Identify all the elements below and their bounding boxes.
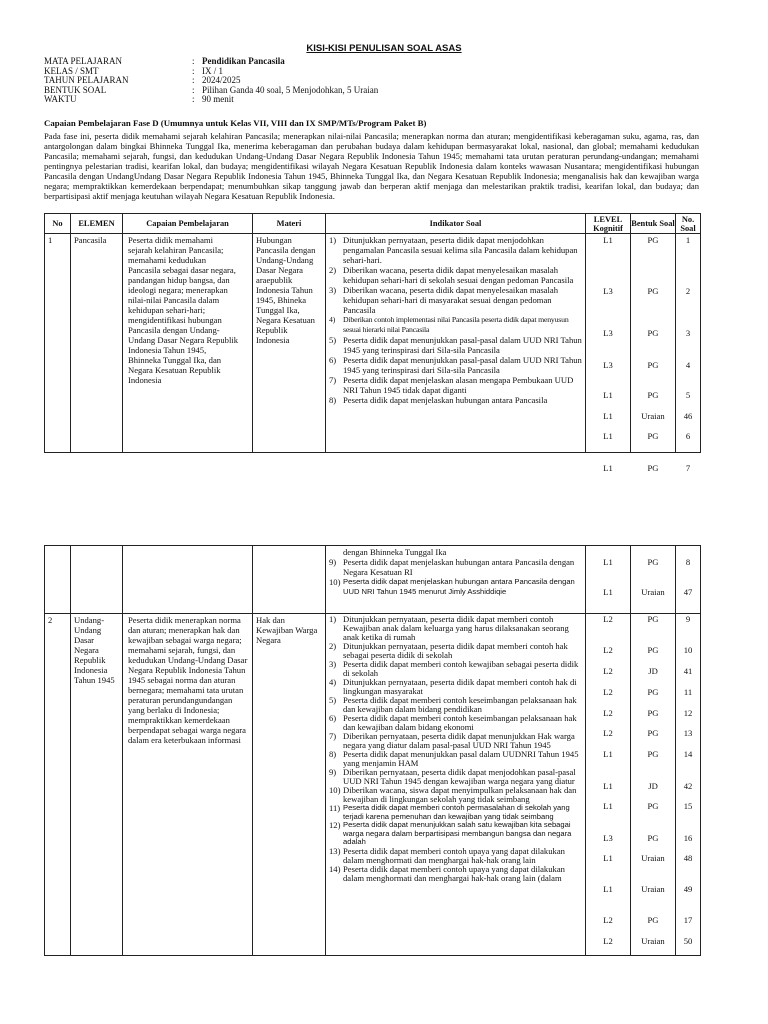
kisi-kisi-table-page-2	[44, 545, 701, 956]
indicator-number: 1)	[329, 235, 337, 245]
bentuk-value: Uraian	[641, 411, 665, 421]
indicator-number	[329, 547, 343, 557]
meta-label: KELAS / SMT	[44, 65, 99, 76]
meta-colon: :	[192, 84, 195, 95]
table-header-row	[45, 214, 701, 234]
level-value: L3	[603, 286, 613, 296]
indicator-text: Peserta didik dapat memberi contoh kewajiban sebagai peserta didik di sekolah	[343, 659, 579, 678]
indicator-number: 11)	[329, 803, 341, 813]
indicator-text: Ditunjukkan pernyataan, peserta didik dapat memberi contoh hak di lingkungan masyarakat	[343, 677, 577, 696]
meta-colon: :	[192, 75, 195, 86]
level-value: L2	[603, 708, 613, 718]
meta-value: IX / 1	[202, 65, 223, 76]
meta-label: MATA PELAJARAN	[44, 56, 123, 66]
header-materi: Materi	[253, 214, 326, 234]
nosoal-value: 4	[685, 360, 691, 370]
row-elemen: Undang-Undang Dasar Negara Republik Indonesia Tahun 1945	[71, 614, 123, 956]
list-item	[329, 768, 582, 786]
indicator-text: Diberikan contoh implementasi nilai Pancasila peserta didik dapat menyusun sesuai hierarki nilai Pancasila	[343, 315, 569, 334]
table-row	[45, 546, 701, 614]
row-bentuk	[631, 234, 676, 473]
bentuk-value: Uraian	[641, 936, 665, 946]
indicator-number: 10)	[329, 785, 341, 795]
row-no-soal	[676, 546, 701, 614]
nosoal-value: 48	[683, 853, 693, 863]
nosoal-value: 47	[683, 587, 693, 597]
bentuk-value: Uraian	[641, 587, 665, 597]
list-item	[329, 678, 582, 696]
level-value: L1	[603, 884, 613, 894]
row-no	[45, 546, 71, 614]
indicator-text: Peserta didik dapat memberi contoh keseimbangan pelaksanaan hak dan kewajiban dalam bidang ekonomi	[343, 713, 577, 732]
level-value: L2	[603, 915, 613, 925]
indicator-number: 9)	[329, 557, 337, 567]
row-bentuk	[631, 614, 676, 956]
indicator-number: 13)	[329, 845, 341, 856]
nosoal-value: 12	[683, 708, 693, 718]
list-item	[329, 265, 582, 285]
indicator-text: Diberikan pernyataan, peserta didik dapat menjodohkan pasal-pasal UUD NRI Tahun 1945 dengan kewajiban warga negara yang diatur	[343, 767, 576, 786]
list-item	[329, 821, 582, 847]
indicator-text: Peserta didik dapat menunjukkan pasal-pasal dalam UUD NRI Tahun 1945 yang terinspirasi dari Sila-sila Pancasila	[343, 355, 582, 375]
bentuk-value: PG	[647, 614, 659, 624]
bentuk-value: PG	[647, 915, 659, 925]
nosoal-value: 17	[683, 915, 693, 925]
list-item	[329, 335, 582, 355]
level-value: L2	[603, 614, 613, 624]
bentuk-value: JD	[648, 666, 658, 676]
row-no-soal	[676, 614, 701, 956]
list-item	[329, 847, 582, 865]
list-item	[329, 750, 582, 768]
nosoal-value: 41	[683, 666, 693, 676]
nosoal-value: 15	[683, 801, 693, 811]
indicator-number: 2)	[329, 265, 337, 275]
list-item	[329, 355, 582, 375]
indicator-text: dengan Bhinneka Tunggal Ika	[343, 547, 447, 557]
indicator-text: Diberikan wacana, peserta didik dapat menyelesaikan masalah kehidupan sehari-hari di masyarakat sesuai dengan pedoman Pancasila	[343, 285, 558, 315]
indicator-number: 3)	[329, 659, 337, 669]
bentuk-value: PG	[647, 431, 659, 441]
list-item	[329, 732, 582, 750]
list-item	[329, 285, 582, 315]
nosoal-value: 2	[685, 286, 691, 296]
list-item	[329, 375, 582, 395]
row-elemen	[71, 546, 123, 614]
row-bentuk	[631, 546, 676, 614]
table-row	[45, 234, 701, 453]
indicator-number: 3)	[329, 285, 337, 295]
list-item	[329, 315, 582, 335]
level-value: L1	[603, 411, 613, 421]
indicator-number: 7)	[329, 731, 337, 741]
nosoal-value: 14	[683, 749, 693, 759]
bentuk-value: PG	[647, 235, 659, 245]
table-row	[45, 614, 701, 956]
row-indikator	[326, 614, 586, 956]
level-value: L2	[603, 687, 613, 697]
indicator-text: Ditunjukkan pernyataan, peserta didik dapat memberi contoh Kewajiban anak dalam keluarga yang harus dilaksanakan seorang anak ketika di rumah	[343, 614, 569, 642]
indicator-number: 12)	[329, 820, 341, 831]
meta-colon: :	[192, 94, 195, 105]
nosoal-value: 5	[685, 390, 691, 400]
indicator-text: Ditunjukkan pernyataan, peserta didik dapat memberi contoh hak sebagai peserta didik di sekolah	[343, 641, 568, 660]
header-elemen: ELEMEN	[71, 214, 123, 234]
bentuk-value: PG	[647, 557, 659, 567]
row-no: 2	[45, 614, 71, 956]
indicator-list	[329, 235, 582, 405]
nosoal-value: 49	[683, 884, 693, 894]
list-item	[329, 642, 582, 660]
list-item	[329, 714, 582, 732]
row-indikator	[326, 546, 586, 614]
indicator-text: Peserta didik dapat menjelaskan hubungan antara Pancasila dengan UUD NRI Tahun 1945 menurut Jimly Asshiddiqie	[343, 577, 575, 596]
row-capaian: Peserta didik memahami sejarah kelahiran Pancasila; memahami kedudukan Pancasila sebagai dasar negara, pandangan hidup bangsa, dan ideologi negara; menerapkan nilai-nilai Pancasila dalam kehidupan sehari-hari; mengidentifikasi hubungan Pancasila dengan Undang-Undang Dasar Negara Republik Indonesia Tahun 1945, Bhinneka Tunggal Ika, dan Negara Kesatuan Republik Indonesia	[123, 234, 253, 453]
bentuk-value: PG	[647, 645, 659, 655]
row-no-soal	[676, 234, 701, 473]
document-title: KISI-KISI PENULISAN SOAL ASAS	[306, 43, 462, 54]
list-item	[329, 557, 582, 577]
bentuk-value: PG	[647, 360, 659, 370]
indicator-text: Peserta didik dapat memberi contoh permasalahan di sekolah yang terjadi karena pemenuhan dan kewajiban yang tidak seimbang	[343, 803, 570, 821]
level-value: L1	[603, 781, 613, 791]
indicator-number: 6)	[329, 355, 337, 365]
bentuk-value: PG	[647, 286, 659, 296]
list-item	[329, 696, 582, 714]
level-value: L2	[603, 666, 613, 676]
nosoal-value: 3	[685, 328, 691, 338]
indicator-text: Peserta didik dapat menunjukkan salah satu kewajiban kita sebagai warga negara dalam berpartisipasi membangun bangsa dan negara adalah	[343, 820, 572, 847]
list-item	[329, 547, 582, 557]
bentuk-value: PG	[647, 833, 659, 843]
bentuk-value: PG	[647, 687, 659, 697]
bentuk-value: Uraian	[641, 853, 665, 863]
indicator-number: 2)	[329, 641, 337, 651]
header-level: LEVEL Kognitif	[586, 214, 631, 234]
level-value: L2	[603, 936, 613, 946]
indicator-text: Ditunjukkan pernyataan, peserta didik dapat menjodohkan pengamalan Pancasila sesuai kelima sila Pancasila dalam kehidupan sehari-hari.	[343, 235, 578, 265]
meta-row	[44, 57, 724, 67]
meta-label: TAHUN PELAJARAN	[44, 75, 129, 86]
header-bentuk: Bentuk Soal	[631, 214, 676, 234]
meta-row	[44, 67, 724, 77]
row-indikator	[326, 234, 586, 453]
row-level	[586, 614, 631, 956]
indicator-text: Peserta didik dapat memberi contoh keseimbangan pelaksanaan hak dan kewajiban dalam bidang pendidikan	[343, 695, 577, 714]
header-no: No	[45, 214, 71, 234]
meta-colon: :	[192, 56, 195, 66]
meta-value: 2024/2025	[202, 75, 241, 86]
row-no: 1	[45, 234, 71, 453]
meta-value: 90 menit	[202, 94, 234, 105]
row-capaian	[123, 546, 253, 614]
meta-row	[44, 95, 724, 105]
indicator-number: 8)	[329, 749, 337, 759]
bentuk-value: PG	[647, 328, 659, 338]
nosoal-value: 11	[683, 687, 693, 697]
list-item	[329, 786, 582, 804]
bentuk-value: JD	[648, 781, 658, 791]
indicator-number: 7)	[329, 375, 337, 385]
cp-paragraph: Pada fase ini, peserta didik memahami sejarah kelahiran Pancasila; menerapkan nilai-nilai Pancasila; menerapkan norma dan aturan; mengidentifikasi keberagaman suku, agama, ras, dan antargolongan dalam bingkai Bhinneka Tunggal Ika, menerima keberagaman dan perubahan budaya dalam kehidupan bermasyarakat lokal, nasional, dan global; memahami kedudukan Pancasila; memahami sejarah, fungsi, dan kedudukan Undang-Undang Dasar Negara Republik Indonesia Tahun 1945; memahami tata urutan peraturan perundang-undangan; memahami pentingnya pelestarian tradisi, kearifan lokal, dan budaya; mengidentifikasi wilayah Negara Kesatuan Republik Indonesia dalam konteks wawasan Nusantara; mengidentifikasi hubungan Pancasila dengan UndangUndang Dasar Negara Republik Indonesia Tahun 1945, Bhinneka Tunggal Ika, dan Negara Kesatuan Republik Indonesia; menganalisis hak dan kewajiban warga negara; mempraktikkan kemerdekaan berpendapat; menumbuhkan sikap tanggung jawab dan berperan aktif menjaga dan melestarikan praktik tradisi, kearifan lokal, dan budaya; dan berpartisipasi aktif menjaga keutuhan wilayah Negara Kesatuan Republik Indonesia.	[44, 131, 699, 201]
nosoal-value: 7	[685, 463, 691, 473]
indicator-text: Peserta didik dapat menunjukkan pasal-pasal dalam UUD NRI Tahun 1945 yang terinspirasi dari Sila-sila Pancasila	[343, 335, 582, 355]
level-value: L1	[603, 587, 613, 597]
list-item	[329, 395, 582, 405]
meta-label: WAKTU	[44, 94, 77, 105]
header-no-soal: No. Soal	[676, 214, 701, 234]
cp-heading: Capaian Pembelajaran Fase D (Umumnya untuk Kelas VII, VIII dan IX SMP/MTs/Program Paket B)	[44, 118, 427, 128]
kisi-kisi-table-page-1	[44, 213, 701, 473]
bentuk-value: PG	[647, 390, 659, 400]
level-value: L1	[603, 801, 613, 811]
level-value: L1	[603, 853, 613, 863]
nosoal-value: 6	[685, 431, 691, 441]
nosoal-value: 13	[683, 728, 693, 738]
row-level	[586, 546, 631, 614]
level-value: L1	[603, 463, 613, 473]
indicator-number: 10)	[329, 577, 341, 587]
nosoal-value: 9	[685, 614, 691, 624]
indicator-number: 9)	[329, 767, 337, 777]
meta-value: Pendidikan Pancasila	[202, 56, 285, 66]
bentuk-value: PG	[647, 463, 659, 473]
header-indikator: Indikator Soal	[326, 214, 586, 234]
level-value: L2	[603, 645, 613, 655]
indicator-text: Diberikan wacana, peserta didik dapat menyelesaikan masalah kehidupan sehari-hari di sekolah sesuai dengan pedoman Pancasila	[343, 265, 574, 285]
indicator-text: Diberikan wacana, siswa dapat menyimpulkan pelaksanaan hak dan kewajiban di lingkungan sekolah yang tidak seimbang	[343, 785, 577, 804]
header-capaian: Capaian Pembelajaran	[123, 214, 253, 234]
list-item	[329, 577, 582, 597]
row-level	[586, 234, 631, 473]
level-value: L1	[603, 390, 613, 400]
row-capaian: Peserta didik menerapkan norma dan aturan; menerapkan hak dan kewajiban sebagai warga negara; memahami sejarah, fungsi, dan kedudukan Undang-Undang Dasar Negara Republik Indonesia Tahun 1945 sebagai norma dan aturan bernegara; memahami tata urutan peraturan perundangundangan yang berlaku di Indonesia; mempraktikkan kemerdekaan berpendapat sebagai warga negara dalam era keterbukaan informasi	[123, 614, 253, 956]
indicator-text: Peserta didik dapat menjelaskan hubungan antara Pancasila	[343, 395, 548, 405]
nosoal-value: 1	[685, 235, 691, 245]
level-value: L3	[603, 833, 613, 843]
bentuk-value: PG	[647, 801, 659, 811]
meta-row	[44, 86, 724, 96]
nosoal-value: 42	[683, 781, 693, 791]
bentuk-value: PG	[647, 749, 659, 759]
nosoal-value: 50	[683, 936, 693, 946]
list-item	[329, 804, 582, 821]
indicator-number: 1)	[329, 614, 337, 624]
list-item	[329, 615, 582, 642]
indicator-number: 8)	[329, 395, 337, 405]
document-meta	[44, 57, 724, 105]
level-value: L1	[603, 235, 613, 245]
list-item	[329, 865, 582, 883]
level-value: L1	[603, 431, 613, 441]
row-materi: Hubungan Pancasila dengan Undang-Undang Dasar Negara araepublik Indonesia Tahun 1945, Bhineka Tunggal Ika, Negara Kesatuan Republik Indonesia	[253, 234, 326, 453]
row-elemen: Pancasila	[71, 234, 123, 453]
meta-colon: :	[192, 65, 195, 76]
indicator-text: Diberikan pernyataan, peserta didik dapat menunjukkan Hak warga negara yang diatur dalam pasal-pasal UUD NRI Tahun 1945	[343, 731, 575, 750]
indicator-text: Peserta didik dapat memberi contoh upaya yang dapat dilakukan dalam menghormati dan menghargai hak-hak orang lain (dalam	[343, 863, 565, 883]
level-value: L3	[603, 328, 613, 338]
level-value: L1	[603, 749, 613, 759]
bentuk-value: PG	[647, 708, 659, 718]
nosoal-value: 46	[683, 411, 693, 421]
indicator-number: 6)	[329, 713, 337, 723]
bentuk-value: PG	[647, 728, 659, 738]
row-materi	[253, 546, 326, 614]
indicator-text: Peserta didik dapat menunjukkan pasal dalam UUDNRI Tahun 1945 yang menjamin HAM	[343, 749, 579, 768]
nosoal-value: 10	[683, 645, 693, 655]
indicator-number: 14)	[329, 863, 341, 874]
list-item	[329, 660, 582, 678]
list-item	[329, 235, 582, 265]
nosoal-value: 16	[683, 833, 693, 843]
indicator-text: Peserta didik dapat menjelaskan hubungan antara Pancasila dengan Negara Kesatuan RI	[343, 557, 575, 577]
row-materi: Hak dan Kewajiban Warga Negara	[253, 614, 326, 956]
indicator-text: Peserta didik dapat memberi contoh upaya yang dapat dilakukan dalam menghormati dan menghargai hak-hak orang lain	[343, 845, 565, 865]
meta-row	[44, 76, 724, 86]
indicator-text: Peserta didik dapat menjelaskan alasan mengapa Pembukaan UUD NRI Tahun 1945 tidak dapat diganti	[343, 375, 574, 395]
level-value: L2	[603, 728, 613, 738]
level-value: L1	[603, 557, 613, 567]
indicator-number: 4)	[329, 315, 336, 324]
nosoal-value: 8	[685, 557, 691, 567]
meta-value: Pilihan Ganda 40 soal, 5 Menjodohkan, 5 Uraian	[202, 84, 379, 95]
level-value: L3	[603, 360, 613, 370]
meta-label: BENTUK SOAL	[44, 84, 107, 95]
indicator-number: 4)	[329, 677, 337, 687]
indicator-number: 5)	[329, 335, 337, 345]
indicator-number: 5)	[329, 695, 337, 705]
bentuk-value: Uraian	[641, 884, 665, 894]
